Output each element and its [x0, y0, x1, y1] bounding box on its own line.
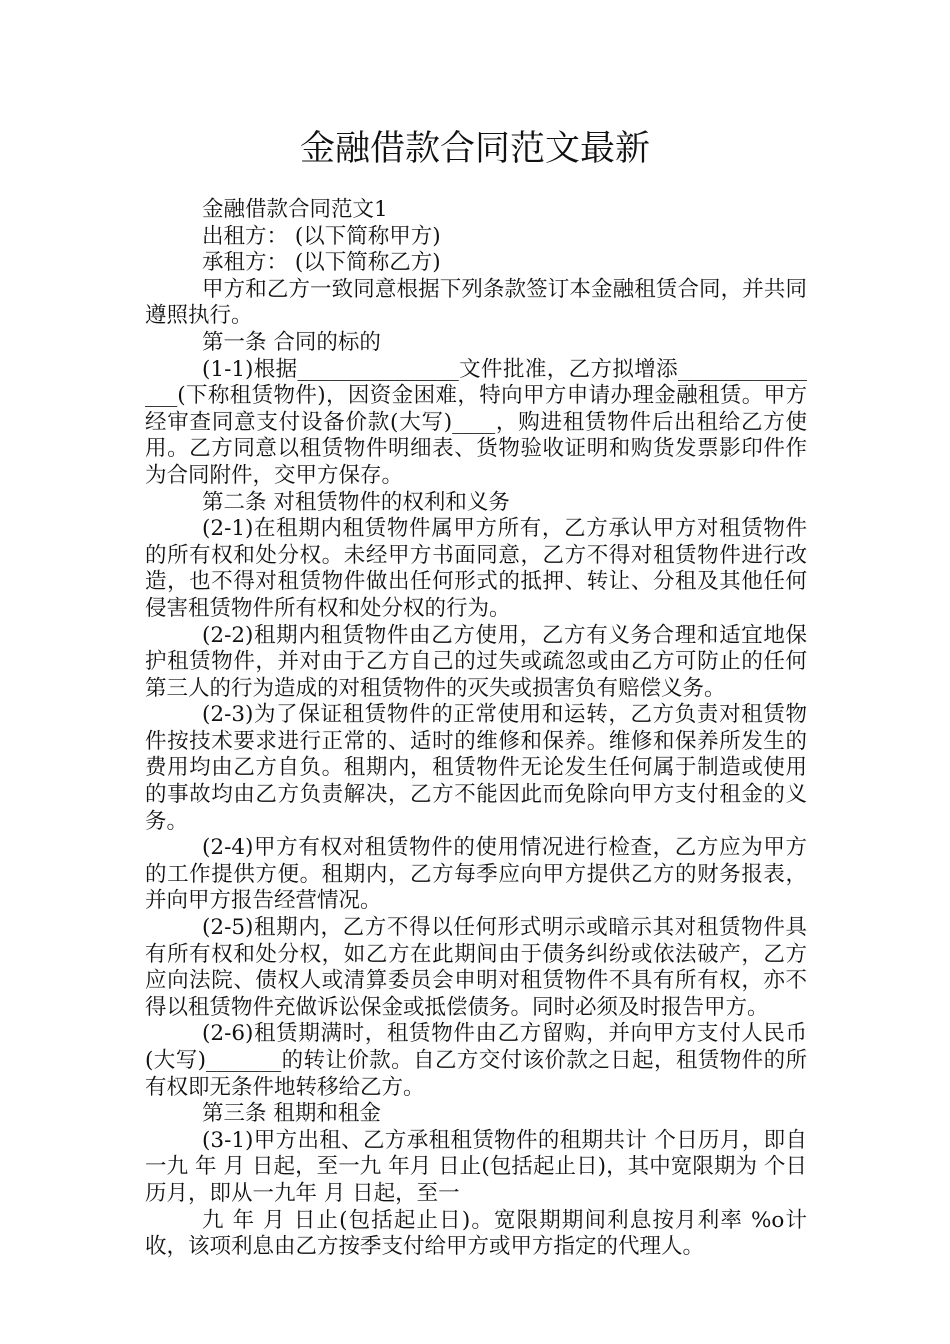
- clause-2-2: (2-2)租期内租赁物件由乙方使用，乙方有义务合理和适宜地保护租赁物件，并对由于乙方自己的过失或疏忽或由乙方可防止的任何第三人的行为造成的对租赁物件的灭失或损害负有赔偿义务。: [145, 622, 807, 701]
- clause-2-6: (2-6)租赁期满时，租赁物件由乙方留购，并向甲方支付人民币(大写)_______的转让价款。自乙方交付该价款之日起，租赁物件的所有权即无条件地转移给乙方。: [145, 1021, 807, 1100]
- clause-2-4: (2-4)甲方有权对租赁物件的使用情况进行检查，乙方应为甲方的工作提供方便。租期内，乙方每季应向甲方提供乙方的财务报表，并向甲方报告经营情况。: [145, 835, 807, 914]
- document-body: [145, 197, 807, 1261]
- clause-2-5: (2-5)租期内，乙方不得以任何形式明示或暗示其对租赁物件具有所有权和处分权，如乙方在此期间由于债务纠纷或依法破产，乙方应向法院、债权人或清算委员会申明对租赁物件不具有所有权，亦不得以租赁物件充做诉讼保金或抵偿债务。同时必须及时报告甲方。: [145, 915, 807, 1020]
- clause-2-3: (2-3)为了保证租赁物件的正常使用和运转，乙方负责对租赁物件按技术要求进行正常的、适时的维修和保养。维修和保养所发生的费用均由乙方自负。租期内，租赁物件无论发生任何属于制造或使用的事故均由乙方负责解决，乙方不能因此而免除向甲方支付租金的义务。: [145, 702, 807, 834]
- lessee-line: 承租方： (以下简称乙方): [202, 250, 441, 276]
- preamble-paragraph: 甲方和乙方一致同意根据下列条款签订本金融租赁合同，并共同遵照执行。: [145, 276, 807, 329]
- clause-3-1: (3-1)甲方出租、乙方承租租赁物件的租期共计 个日历月，即自一九 年 月 日起，至一九 年月 日止(包括起止日)，其中宽限期为 个日历月，即从一九年 月 日起，至一: [145, 1127, 807, 1206]
- clause-2-1: (2-1)在租期内租赁物件属甲方所有，乙方承认甲方对租赁物件的所有权和处分权。未经甲方书面同意，乙方不得对租赁物件进行改造，也不得对租赁物件做出任何形式的抵押、转让、分租及其他任何侵害租赁物件所有权和处分权的行为。: [145, 516, 807, 621]
- contract-heading: 金融借款合同范文1: [202, 197, 388, 222]
- document-title: 金融借款合同范文最新: [299, 129, 650, 169]
- lessor-line: 出租方： (以下简称甲方): [202, 223, 441, 249]
- article-2-heading: 第二条 对租赁物件的权利和义务: [202, 489, 510, 515]
- article-1-heading: 第一条 合同的标的: [202, 329, 381, 355]
- article-3-heading: 第三条 租期和租金: [202, 1101, 381, 1127]
- clause-1-1: (1-1)根据_______________文件批准，乙方拟增添_______________(下称租赁物件)，因资金困难，特向甲方申请办理金融租赁。甲方经审查同意支付设备价款(大写)____，购进租赁物件后出租给乙方使用。乙方同意以租赁物件明细表、货物验收证明和购货发票影印件作为合同附件，交甲方保存。: [145, 356, 807, 488]
- clause-3-1-continued: 九 年 月 日止(包括起止日)。宽限期期间利息按月利率 %o计收，该项利息由乙方按季支付给甲方或甲方指定的代理人。: [145, 1207, 807, 1260]
